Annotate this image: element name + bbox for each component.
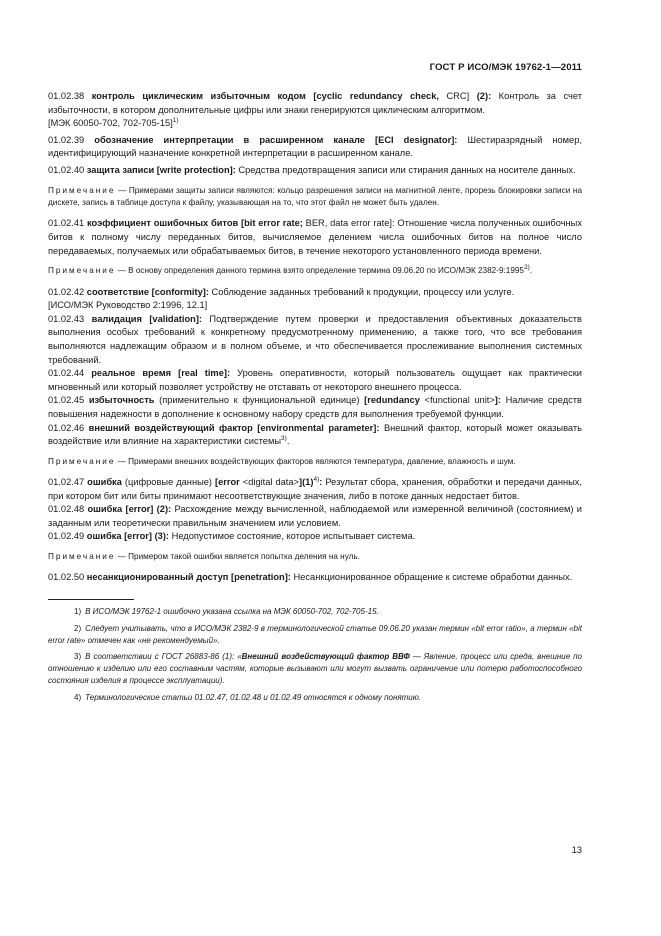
entry-definition: Недопустимое состояние, которое испытывает система. xyxy=(171,531,416,542)
entry-01-02-42 xyxy=(48,286,582,300)
entry-01-02-45: 01.02.45 избыточность (применительно к функциональной единице) [redundancy <functional unit>]: Наличие средств повышения надежности в дополнение к основному набору средств для выполнения требуемой функции. xyxy=(48,395,582,419)
note-text: — Примерами защиты записи являются: кольцо разрешения записи на магнитной ленте, прорезь блокировки записи на дискете, запись в таблице доступа к файлу, указывающая на то, что этот файл не может быть удален. xyxy=(48,185,582,207)
entry-term: коэффициент ошибочных битов [bit error rate; xyxy=(86,218,303,229)
entry-term: обозначение интерпретации в расширенном канале [ECI designator]: xyxy=(94,134,458,145)
entry-definition: Шестиразрядный номер, идентифицирующий назначение конкретной интерпретации в расширенном канале. xyxy=(48,134,582,159)
entry-term: контроль циклическим избыточным кодом [cyclic redundancy check, xyxy=(91,91,439,101)
entry-definition: Результат сбора, хранения, обработки и передачи данных, при котором бит или биты принимают несоответствующие значения, либо в потоке данных недостает битов. xyxy=(48,477,583,501)
footnote-text: Следует учитывать, что в ИСО/МЭК 2382-9 в терминологической статье 09.06.20 указан термин «bit error ratio», а термин «bit error rate» отмечен как «не рекомендуемый». xyxy=(48,623,582,645)
entry-number: 01.02.44 xyxy=(48,368,85,379)
note-label: Примечание xyxy=(48,266,116,276)
entry-number: 01.02.43 xyxy=(48,313,85,324)
entry-01-02-50 xyxy=(48,571,582,585)
note: Примечание — В основу определения данного термина взято определение термина 09.06.20 по ИСО/МЭК 2382-9:1995$^{2)}$. xyxy=(48,264,533,276)
note xyxy=(48,551,582,563)
entry-term: избыточность xyxy=(88,395,155,406)
entry-01-02-48 xyxy=(48,503,582,530)
note-text: — В основу определения данного термина взято определение термина 09.06.20 по ИСО/МЭК 2382-9:1995 xyxy=(115,266,524,276)
note-text: — Примером такой ошибки является попытка деления на нуль. xyxy=(115,552,360,562)
footnote-ref: 3) xyxy=(281,435,287,443)
entry-number: 01.02.39 xyxy=(48,134,85,145)
note-label: Примечание xyxy=(48,185,116,195)
footnote xyxy=(48,606,582,618)
note xyxy=(48,185,582,210)
footnote xyxy=(48,623,582,647)
entry-term: защита записи [write protection]: xyxy=(86,164,236,175)
standard-header: ГОСТ Р ИСО/МЭК 19762-1—2011 xyxy=(429,62,582,73)
entry-source: [МЭК 60050-702, 702-705-15]$^{1)}$ xyxy=(48,117,179,129)
page-number: 13 xyxy=(571,844,582,855)
entry-number: 01.02.41 xyxy=(48,218,85,229)
entry-number: 01.02.40 xyxy=(48,164,85,175)
entry-definition: Несанкционированное обращение к системе обработки данных. xyxy=(293,572,573,583)
entry-definition: Соблюдение заданных требований к продукции, процессу или услуге. xyxy=(211,286,515,297)
entry-term: ошибка xyxy=(87,477,122,488)
entry-01-02-40 xyxy=(48,164,582,178)
entry-number: 01.02.48 xyxy=(48,504,85,515)
entry-definition: Средства предотвращения записи или стирания данных на носителе данных. xyxy=(238,164,576,175)
entry-source: [ИСО/МЭК Руководство 2:1996, 12.1] xyxy=(48,300,208,311)
entry-definition: Расхождение между вычисленной, наблюдаемой или измеренной величиной (состоянием) и заданным или теоретически правильным значением или условием. xyxy=(48,504,582,528)
entry-01-02-49 xyxy=(48,530,582,544)
footnote-number: 1) xyxy=(74,607,82,617)
entry-abbr: CRC] xyxy=(446,91,470,101)
entry-number: 01.02.49 xyxy=(48,531,85,542)
entry-definition: Отношение числа полученных ошибочных битов к полному числу переданных битов, вычисляемое делением числа ошибочных битов на полное число передаваемых, получаемых или обрабатываемых битов, в течение некоторого установленного периода времени. xyxy=(48,218,583,256)
note-text: — Примерами внешних воздействующих факторов являются температура, давление, влажность и шум. xyxy=(115,456,516,466)
entry-term: соответствие [conformity]: xyxy=(86,286,209,297)
footnote xyxy=(48,692,582,704)
entry-01-02-44 xyxy=(48,367,582,394)
footnote-number: 3) xyxy=(74,652,82,662)
entry-number: 01.02.38 xyxy=(48,91,85,101)
entry-qualifier: (цифровые данные) xyxy=(124,477,213,488)
footnote-divider xyxy=(48,599,134,600)
entry-definition: Уровень оперативности, который пользователь ощущает как практически мгновенный или который позволяет устройству не отставать от некоторого внешнего процесса. xyxy=(48,368,582,392)
entry-definition: Подтверждение путем проверки и предоставления объективных доказательств выполнения особых требований к конкретному предусмотренному применению, а также того, что все требования выполняются надлежащим образом и в полном объеме, и что обеспечивается прослеживание выполнения системных требований. xyxy=(48,313,582,365)
footnote-text: В ИСО/МЭК 19762-1 ошибочно указана ссылка на МЭК 60050-702, 702-705-15. xyxy=(85,607,379,617)
entry-qualifier: (применительно к функциональной единице) xyxy=(159,395,360,406)
footnote-ref: 4) xyxy=(313,476,320,484)
entry-term: реальное время [real time]: xyxy=(91,368,231,379)
entry-term: несанкционированный доступ [penetration]: xyxy=(86,572,291,583)
entry-number: 01.02.45 xyxy=(48,395,85,406)
footnote-term: Внешний воздействующий фактор ВВФ xyxy=(241,652,410,662)
entry-term: ошибка [error] (3): xyxy=(86,531,170,542)
note-label: Примечание xyxy=(48,552,116,562)
entry-01-02-41 xyxy=(48,217,582,258)
entry-01-02-39 xyxy=(48,134,582,161)
entry-term: ошибка [error] (2): xyxy=(87,504,172,515)
footnote: 3) В соответствии с ГОСТ 26883-86 (1): «Внешний воздействующий фактор ВВФ — Явление, процесс или среда, внешние по отношению к изделию или его составным частям, которые вызывают или могут вызвать ограничение или потерю работоспособного состояния изделия в процессе эксплуатации). xyxy=(48,652,582,686)
entry-definition: Внешний фактор, который может оказывать воздействие или влияние на характеристики системы xyxy=(48,422,582,447)
entry-number: 01.02.50 xyxy=(48,572,85,583)
note-label: Примечание xyxy=(48,456,116,466)
entry-definition: Контроль за счет избыточности, в котором дополнительные цифры или знаки генерируются циклическим алгоритмом. xyxy=(48,91,582,115)
entry-number: 01.02.47 xyxy=(48,477,85,488)
document-body xyxy=(48,90,582,709)
entry-code: (2): xyxy=(476,91,492,101)
entry-01-02-43 xyxy=(48,313,582,367)
entry-term: внешний воздействующий фактор [environmental parameter]: xyxy=(88,422,380,433)
footnote-text: Терминологические статьи 01.02.47, 01.02.48 и 01.02.49 относятся к одному понятию. xyxy=(85,692,421,702)
note xyxy=(48,456,582,468)
footnote-ref: 1) xyxy=(172,117,179,125)
entry-number: 01.02.46 xyxy=(48,422,85,433)
footnote-ref: 2) xyxy=(523,264,530,272)
entry-number: 01.02.42 xyxy=(48,286,85,297)
entry-abbr: BER, data error rate]: xyxy=(305,218,395,229)
footnote-number: 2) xyxy=(74,623,82,633)
entry-definition: Наличие средств повышения надежности в дополнение к основному набору средств для выполнения требуемой функции. xyxy=(48,395,582,419)
entry-01-02-46: 01.02.46 внешний воздействующий фактор [environmental parameter]: Внешний фактор, который может оказывать воздействие или влияние на характеристики системы$^{3)}$. xyxy=(48,422,582,447)
entry-01-02-47: 01.02.47 ошибка (цифровые данные) [error <digital $data>](1)^{4)}$: Результат сбора, хранения, обработки и передачи данных, при котором бит или биты принимают несоответствующие значения, либо в потоке данных недостает битов. xyxy=(48,476,583,501)
entry-01-02-38 xyxy=(48,90,582,117)
entry-term: валидация [validation]: xyxy=(91,313,203,324)
footnote-number: 4) xyxy=(74,692,82,702)
